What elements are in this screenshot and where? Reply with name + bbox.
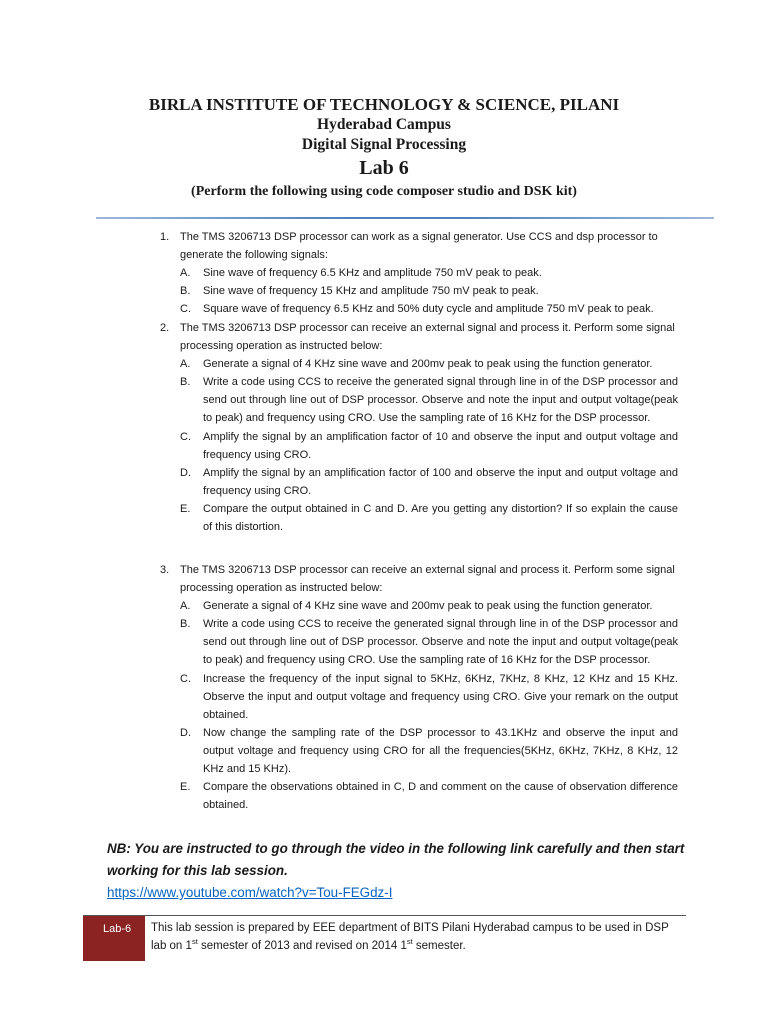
document-header bbox=[0, 94, 768, 203]
course-title: Digital Signal Processing bbox=[301, 136, 467, 153]
sub-item bbox=[180, 373, 678, 427]
sub-item-text: Sine wave of frequency 6.5 KHz and amplitude 750 mV peak to peak. bbox=[203, 267, 542, 280]
page-footer bbox=[83, 915, 686, 961]
sub-item-text: Amplify the signal by an amplification factor of 100 and observe the input and output voltage and frequency using CRO. bbox=[203, 466, 678, 497]
sub-item-marker: C. bbox=[180, 303, 191, 316]
footer-divider bbox=[83, 915, 686, 916]
sub-item-text: Write a code using CCS to receive the generated signal through line in of the DSP processor and send out through line out of DSP processor. Observe and note the input and output voltage(peak to peak) and frequency using CRO. Use the sampling rate of 16 KHz for the DSP processor. bbox=[203, 618, 678, 667]
sub-item-text: Compare the observations obtained in C, D and comment on the cause of observation difference obtained. bbox=[203, 781, 678, 812]
sub-item bbox=[180, 778, 678, 814]
question-text: The TMS 3206713 DSP processor can receive an external signal and process it. Perform some signal processing operation as instructed below: bbox=[180, 322, 675, 353]
footer-note bbox=[151, 919, 686, 955]
sub-item bbox=[180, 282, 678, 300]
question-number: 2. bbox=[160, 322, 170, 334]
footer-note-part: semester. bbox=[412, 940, 466, 952]
sub-item bbox=[180, 428, 678, 464]
sub-item bbox=[180, 264, 678, 282]
nb-note: NB: You are instructed to go through the video in the following link carefully and then start working for this lab session. bbox=[107, 841, 685, 878]
question-1 bbox=[160, 228, 678, 318]
sub-item bbox=[180, 355, 678, 373]
sub-item-text: Sine wave of frequency 15 KHz and amplitude 750 mV peak to peak. bbox=[203, 285, 539, 298]
question-3 bbox=[160, 561, 678, 814]
sub-item-marker: D. bbox=[180, 466, 191, 479]
sub-item bbox=[180, 464, 678, 500]
sub-item-marker: C. bbox=[180, 672, 191, 685]
campus-name: Hyderabad Campus bbox=[317, 116, 451, 133]
sub-item-text: Amplify the signal by an amplification factor of 10 and observe the input and output voltage and frequency using CRO. bbox=[203, 430, 678, 461]
question-number: 1. bbox=[160, 231, 170, 243]
sub-item bbox=[180, 597, 678, 615]
sub-item-text: Generate a signal of 4 KHz sine wave and 200mv peak to peak using the function generator. bbox=[203, 600, 653, 613]
sub-item-text: Compare the output obtained in C and D. Are you getting any distortion? If so explain the cause of this distortion. bbox=[203, 502, 678, 534]
sub-item-text: Square wave of frequency 6.5 KHz and 50% duty cycle and amplitude 750 mV peak to peak. bbox=[203, 303, 654, 316]
sub-item-marker: E. bbox=[180, 502, 191, 515]
sub-item bbox=[180, 724, 678, 778]
sub-item-marker: E. bbox=[180, 781, 191, 794]
footer-ordinal: st bbox=[406, 936, 413, 946]
sub-item-marker: C. bbox=[180, 430, 191, 443]
question-2 bbox=[160, 319, 678, 536]
sub-item bbox=[180, 615, 678, 669]
footer-lab-tab: Lab-6 bbox=[83, 916, 145, 961]
footer-note-part: semester of 2013 and revised on 2014 1 bbox=[197, 940, 407, 952]
question-text: The TMS 3206713 DSP processor can receive an external signal and process it. Perform some signal processing operation as instructed below: bbox=[180, 564, 675, 595]
sub-item-marker: A. bbox=[180, 600, 191, 613]
video-link[interactable]: https://www.youtube.com/watch?v=Tou-FEGdz-I bbox=[107, 885, 393, 900]
sub-item-text: Increase the frequency of the input signal to 5KHz, 6KHz, 7KHz, 8 KHz, 12 KHz and 15 KHz. Observe the input and output voltage and frequency using CRO. Give your remark on the output obtained. bbox=[203, 672, 678, 721]
sub-item-marker: B. bbox=[180, 618, 191, 631]
lab-subtitle: (Perform the following using code composer studio and DSK kit) bbox=[191, 184, 577, 199]
sub-item-marker: A. bbox=[180, 267, 191, 280]
sub-item bbox=[180, 500, 678, 536]
header-divider bbox=[96, 217, 714, 219]
footer-ordinal: st bbox=[191, 936, 198, 946]
sub-item-marker: D. bbox=[180, 726, 191, 739]
footer-note-part: This lab session is prepared by EEE department of BITS Pilani Hyderabad campus to be used in DSP lab on 1 bbox=[151, 922, 669, 952]
question-text: The TMS 3206713 DSP processor can work as a signal generator. Use CCS and dsp processor to generate the following signals: bbox=[180, 231, 658, 262]
sub-item-text: Write a code using CCS to receive the generated signal through line in of the DSP processor and send out through line out of DSP processor. Observe and note the input and output voltage(peak to peak) and frequency using CRO. Use the sampling rate of 16 KHz for the DSP processor. bbox=[203, 376, 678, 425]
sub-item-text: Now change the sampling rate of the DSP processor to 43.1KHz and observe the input and output voltage and frequency using CRO for all the frequencies(5KHz, 6KHz, 7KHz, 8 KHz, 12 KHz and 15 KHz). bbox=[203, 726, 678, 776]
sub-item-marker: B. bbox=[180, 376, 191, 389]
institution-name: BIRLA INSTITUTE OF TECHNOLOGY & SCIENCE, PILANI bbox=[148, 95, 620, 114]
lab-title: Lab 6 bbox=[359, 157, 409, 179]
sub-item-marker: B. bbox=[180, 285, 191, 298]
sub-item-marker: A. bbox=[180, 358, 191, 371]
question-number: 3. bbox=[160, 564, 170, 576]
sub-item bbox=[180, 300, 678, 318]
sub-item-text: Generate a signal of 4 KHz sine wave and 200mv peak to peak using the function generator. bbox=[203, 358, 653, 371]
sub-item bbox=[180, 670, 678, 724]
